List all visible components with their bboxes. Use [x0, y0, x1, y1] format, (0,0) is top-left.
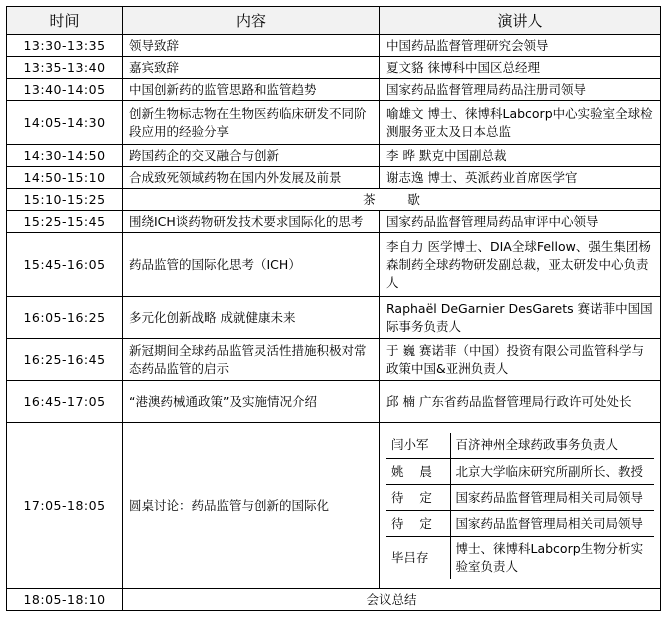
row-time: 15:25-15:45	[7, 211, 123, 233]
header-time: 时间	[7, 7, 123, 35]
header-row	[7, 7, 661, 35]
panel-member-title: 博士、徕博科Labcorp生物分析实验室负责人	[450, 537, 654, 579]
panel-member-title: 百济神州全球药政事务负责人	[450, 433, 654, 459]
table-row	[7, 167, 661, 189]
row-content: 合成致死领域药物在国内外发展及前景	[123, 167, 380, 189]
row-speaker: 于 巍 赛诺菲（中国）投资有限公司监管科学与政策中国&亚洲负责人	[380, 339, 661, 381]
panel-member	[386, 537, 654, 579]
row-content: 领导致辞	[123, 35, 380, 57]
table-row	[7, 101, 661, 145]
row-time: 13:40-14:05	[7, 79, 123, 101]
row-content: 嘉宾致辞	[123, 57, 380, 79]
row-speaker: 国家药品监督管理局药品注册司领导	[380, 79, 661, 101]
panel-member	[386, 433, 654, 459]
row-content: 围绕ICH谈药物研发技术要求国际化的思考	[123, 211, 380, 233]
panel-member-title: 北京大学临床研究所副所长、教授	[450, 459, 654, 485]
row-speaker: 喻雄文 博士、徕博科Labcorp中心实验室全球检测服务亚太及日本总监	[380, 101, 661, 145]
panel-members-cell	[380, 423, 661, 589]
panel-member-title: 国家药品监督管理局相关司局领导	[450, 485, 654, 511]
row-time: 14:30-14:50	[7, 145, 123, 167]
table-row	[7, 233, 661, 297]
row-speaker: Raphaël DeGarnier DesGarets 赛诺菲中国国际事务负责人	[380, 297, 661, 339]
row-time: 16:45-17:05	[7, 381, 123, 423]
table-row	[7, 145, 661, 167]
table-row	[7, 35, 661, 57]
row-time: 16:05-16:25	[7, 297, 123, 339]
panel-member-name: 闫小军	[386, 433, 450, 459]
row-speaker: 李自力 医学博士、DIA全球Fellow、强生集团杨森制药全球药物研发副总裁，亚太研发中心负责人	[380, 233, 661, 297]
panel-member-name: 毕吕存	[386, 537, 450, 579]
closing-label: 会议总结	[123, 589, 661, 611]
panel-members-table	[386, 433, 654, 579]
row-content: 跨国药企的交叉融合与创新	[123, 145, 380, 167]
table-row	[7, 339, 661, 381]
row-content: 新冠期间全球药品监管灵活性措施积极对常态药品监管的启示	[123, 339, 380, 381]
panel-member-name: 待 定	[386, 511, 450, 537]
panel-row	[7, 423, 661, 589]
row-speaker: 谢志逸 博士、英派药业首席医学官	[380, 167, 661, 189]
row-time: 14:05-14:30	[7, 101, 123, 145]
table-row	[7, 381, 661, 423]
table-row	[7, 211, 661, 233]
panel-member	[386, 511, 654, 537]
panel-member	[386, 459, 654, 485]
row-speaker: 夏文貉 徕博科中国区总经理	[380, 57, 661, 79]
tea-break-row	[7, 189, 661, 211]
row-speaker: 国家药品监督管理局药品审评中心领导	[380, 211, 661, 233]
row-time: 13:35-13:40	[7, 57, 123, 79]
row-speaker: 李 晔 默克中国副总裁	[380, 145, 661, 167]
table-row	[7, 297, 661, 339]
panel-member-name: 待 定	[386, 485, 450, 511]
tea-break-label: 茶 歇	[123, 189, 661, 211]
row-time: 13:30-13:35	[7, 35, 123, 57]
row-time: 15:45-16:05	[7, 233, 123, 297]
agenda-table	[6, 6, 661, 611]
row-content: 中国创新药的监管思路和监管趋势	[123, 79, 380, 101]
panel-member	[386, 485, 654, 511]
panel-member-name: 姚 晨	[386, 459, 450, 485]
row-content: 多元化创新战略 成就健康未来	[123, 297, 380, 339]
row-content: 创新生物标志物在生物医药临床研发不同阶段应用的经验分享	[123, 101, 380, 145]
header-content: 内容	[123, 7, 380, 35]
row-time: 16:25-16:45	[7, 339, 123, 381]
panel-member-title: 国家药品监督管理局相关司局领导	[450, 511, 654, 537]
row-time: 14:50-15:10	[7, 167, 123, 189]
row-speaker: 邱 楠 广东省药品监督管理局行政许可处处长	[380, 381, 661, 423]
tea-break-time: 15:10-15:25	[7, 189, 123, 211]
row-content: 药品监管的国际化思考（ICH）	[123, 233, 380, 297]
closing-time: 18:05-18:10	[7, 589, 123, 611]
row-speaker: 中国药品监督管理研究会领导	[380, 35, 661, 57]
table-row	[7, 79, 661, 101]
panel-time: 17:05-18:05	[7, 423, 123, 589]
table-row	[7, 57, 661, 79]
panel-content: 圆桌讨论：药品监管与创新的国际化	[123, 423, 380, 589]
closing-row	[7, 589, 661, 611]
header-speaker: 演讲人	[380, 7, 661, 35]
row-content: “港澳药械通政策”及实施情况介绍	[123, 381, 380, 423]
